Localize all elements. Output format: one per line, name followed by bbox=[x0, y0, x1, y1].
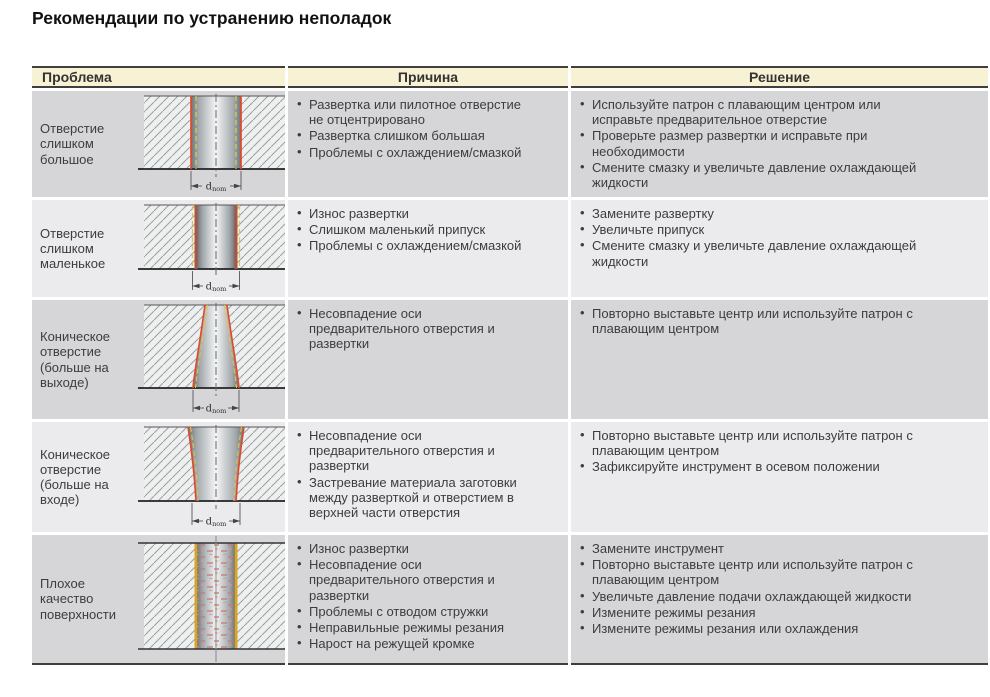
solution-item: • Замените инструмент bbox=[579, 541, 932, 556]
problem-label: Плохое качество поверхности bbox=[40, 576, 116, 622]
cause-item: • Развертка слишком большая bbox=[296, 128, 534, 143]
poor-surface-illustration-icon bbox=[136, 536, 285, 662]
solution-item: • Смените смазку и увеличьте давление охлаждающей жидкости bbox=[579, 160, 932, 190]
solution-item: • Проверьте размер развертки и исправьте при необходимости bbox=[579, 128, 932, 158]
cause-cell bbox=[288, 422, 568, 532]
solution-cell bbox=[571, 91, 988, 197]
cause-cell bbox=[288, 535, 568, 665]
page-title: Рекомендации по устранению неполадок bbox=[32, 8, 392, 28]
problem-cell bbox=[32, 422, 285, 532]
solution-item: • Измените режимы резания bbox=[579, 605, 932, 620]
solution-cell bbox=[571, 535, 988, 665]
problem-cell bbox=[32, 300, 285, 419]
cause-item: • Проблемы с отводом стружки bbox=[296, 604, 534, 619]
cause-item: • Застревание материала заготовки между разверткой и отверстием в верхней части отверстия bbox=[296, 475, 534, 521]
solution-item: • Смените смазку и увеличьте давление охлаждающей жидкости bbox=[579, 238, 932, 268]
problem-cell bbox=[32, 535, 285, 665]
problem-label: Коническое отверстие (больше на выходе) bbox=[40, 329, 111, 390]
cause-item: • Проблемы с охлаждением/смазкой bbox=[296, 145, 534, 160]
tapered-hole-entry-illustration-icon bbox=[136, 424, 285, 530]
solution-item: • Увеличьте припуск bbox=[579, 222, 932, 237]
cause-item: • Слишком маленький припуск bbox=[296, 222, 534, 237]
svg-text:dnom: dnom bbox=[205, 516, 227, 528]
solution-item: • Замените развертку bbox=[579, 206, 932, 221]
solution-item: • Увеличьте давление подачи охлаждающей жидкости bbox=[579, 589, 932, 604]
cause-item: • Развертка или пилотное отверстие не отцентрировано bbox=[296, 97, 534, 127]
svg-text:dnom: dnom bbox=[205, 181, 227, 193]
cause-item: • Износ развертки bbox=[296, 206, 534, 221]
problem-label: Отверстие слишком маленькое bbox=[40, 225, 106, 272]
svg-text:dnom: dnom bbox=[205, 403, 227, 415]
solution-item: • Измените режимы резания или охлаждения bbox=[579, 621, 932, 636]
hole-too-large-illustration-icon bbox=[136, 93, 285, 195]
cause-item: • Несовпадение оси предварительного отверстия и развертки bbox=[296, 306, 534, 352]
cause-item: • Несовпадение оси предварительного отверстия и развертки bbox=[296, 557, 534, 603]
cause-cell bbox=[288, 200, 568, 297]
solution-item: • Зафиксируйте инструмент в осевом положении bbox=[579, 459, 932, 474]
problem-label: Коническое отверстие (больше на входе) bbox=[40, 446, 111, 508]
cause-cell bbox=[288, 91, 568, 197]
cause-item: • Несовпадение оси предварительного отверстия и развертки bbox=[296, 428, 534, 474]
solution-cell bbox=[571, 422, 988, 532]
solution-item: • Повторно выставьте центр или используйте патрон с плавающим центром bbox=[579, 428, 932, 458]
column-header-problem: Проблема bbox=[32, 66, 285, 88]
cause-item: • Проблемы с охлаждением/смазкой bbox=[296, 238, 534, 253]
solution-item: • Повторно выставьте центр или используйте патрон с плавающим центром bbox=[579, 557, 932, 587]
column-header-solution: Решение bbox=[571, 66, 988, 88]
solution-cell bbox=[571, 300, 988, 419]
solution-item: • Используйте патрон с плавающим центром или исправьте предварительное отверстие bbox=[579, 97, 932, 127]
cause-cell bbox=[288, 300, 568, 419]
tapered-hole-exit-illustration-icon bbox=[136, 302, 285, 417]
cause-item: • Нарост на режущей кромке bbox=[296, 636, 534, 651]
problem-cell bbox=[32, 200, 285, 297]
cause-item: • Износ развертки bbox=[296, 541, 534, 556]
cause-item: • Неправильные режимы резания bbox=[296, 620, 534, 635]
problem-label: Отверстие слишком большое bbox=[40, 121, 105, 167]
solution-cell bbox=[571, 200, 988, 297]
svg-text:dnom: dnom bbox=[205, 281, 227, 293]
solution-item: • Повторно выставьте центр или используйте патрон с плавающим центром bbox=[579, 306, 932, 336]
hole-too-small-illustration-icon bbox=[136, 202, 285, 295]
troubleshooting-table bbox=[32, 66, 988, 665]
column-header-cause: Причина bbox=[288, 66, 568, 88]
problem-cell bbox=[32, 91, 285, 197]
